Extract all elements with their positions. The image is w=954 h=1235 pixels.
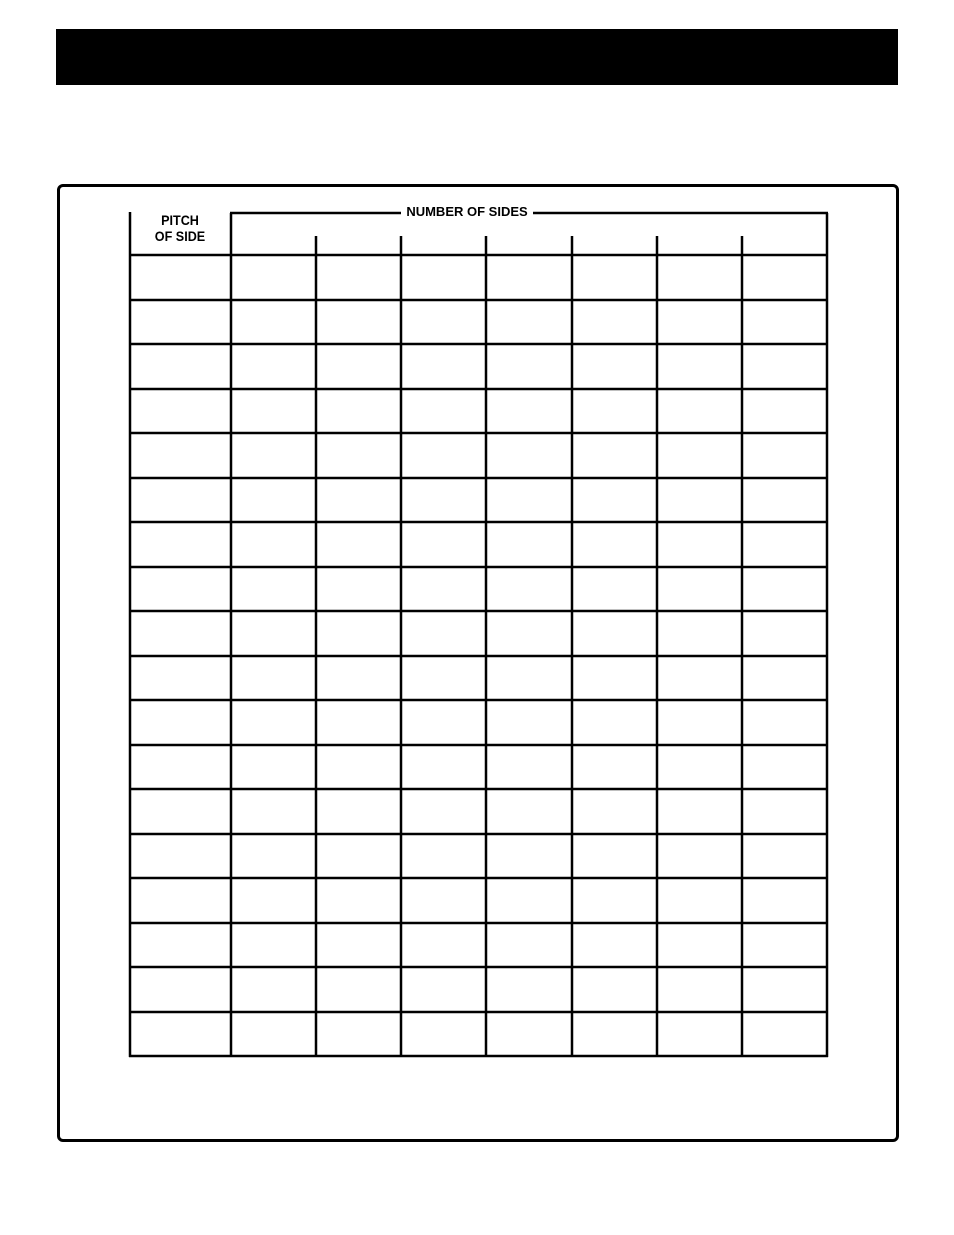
number-of-sides-header: NUMBER OF SIDES (401, 203, 533, 220)
pitch-header-line2: OF SIDE (154, 228, 206, 244)
pitch-header-line1: PITCH (161, 212, 199, 228)
pitch-of-side-header (135, 212, 225, 244)
